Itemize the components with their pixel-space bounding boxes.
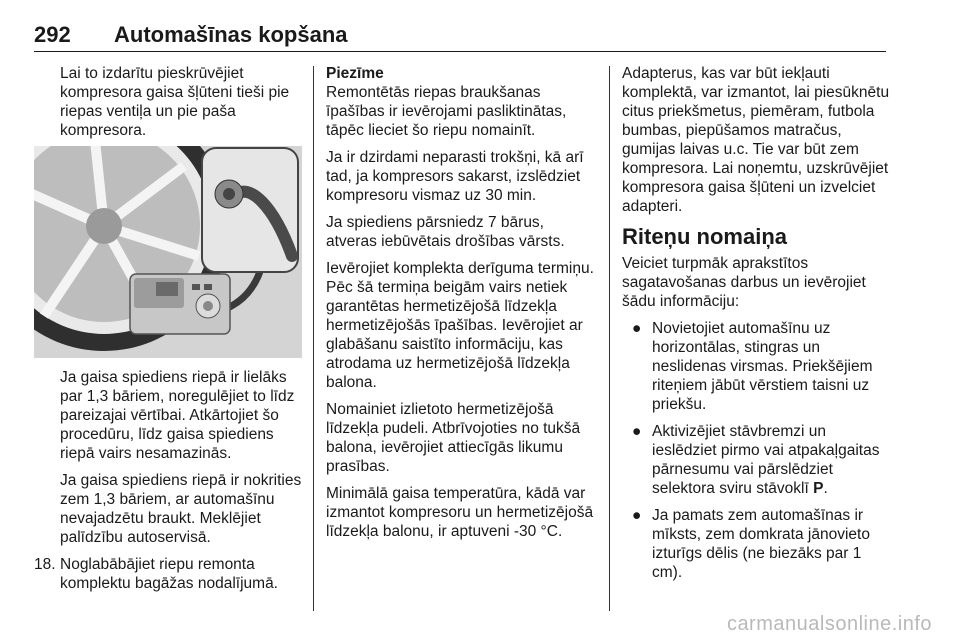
adapters-paragraph: Adapterus, kas var būt iekļauti komplektā, var izmantot, lai piesūknētu citus priekšmetus, piemēram, futbola bumbas, piepūšamos matračus, gumijas laivas u.c. Tie var būt zem kompresora. Lai noņemtu, uzskrūvējiet kompresora gaisa šļūteni un izvelciet adapteri. — [622, 65, 890, 215]
gear-position-p: P — [813, 480, 824, 497]
bullet-icon: ● — [632, 320, 642, 337]
page-header — [34, 22, 886, 52]
column-2 — [326, 64, 594, 549]
noise-paragraph: Ja ir dzirdami neparasti trokšņi, kā arī tad, ja kompresors sakarst, izslēdziet kompresoru vismaz uz 30 min. — [326, 149, 584, 204]
list-item — [622, 422, 890, 498]
replace-bottle-paragraph: Nomainiet izlietoto hermetizējošā līdzekļa pudeli. Atbrīvojoties no tukšā balona, ievērojiet attiecīgās likumu prasības. — [326, 401, 581, 475]
section-heading: Riteņu nomaiņa — [622, 224, 788, 249]
note-title: Piezīme — [326, 65, 384, 82]
tire-compressor-icon — [34, 146, 302, 358]
step-18 — [34, 555, 302, 593]
column-divider — [313, 66, 314, 611]
intro-paragraph: Lai to izdarītu pieskrūvējiet kompresora gaisa šļūteni tieši pie riepas ventiļa un pie paša kompresora. — [60, 65, 290, 139]
column-1 — [34, 64, 302, 593]
bullet-text: Ja pamats zem automašīnas ir mīksts, zem domkrata jānovieto izturīgs dēlis (ne biezāks par 1 cm). — [652, 507, 870, 581]
expiry-paragraph: Ievērojiet komplekta derīguma termiņu. Pēc šā termiņa beigām vairs netiek garantētas hermetizējošā līdzekļa hermetizējošās īpašības. Ievērojiet ar glabāšanu saistīto informāciju, kas atrodama uz hermetizējošā līdzekļa balona. — [326, 260, 594, 391]
bullet-text-part: Aktivizējiet stāvbremzi un ieslēdziet pirmo vai atpakaļgaitas pārnesumu vai pārslēdziet selektora sviru stāvoklī — [652, 423, 880, 497]
step-text: Noglabābājiet riepu remonta komplektu bagāžas nodalījumā. — [60, 556, 278, 592]
list-item — [622, 319, 890, 414]
column-3 — [622, 64, 890, 590]
page-number: 292 — [34, 22, 71, 47]
bullet-icon: ● — [632, 423, 642, 440]
watermark: carmanualsonline.info — [726, 613, 932, 635]
pressure-high-paragraph: Ja gaisa spiediens riepā ir lielāks par 1,3 bāriem, noregulējiet to līdz pareizajai vērtībai. Atkārtojiet šo procedūru, līdz gaisa spiediens riepā vairs nesamazinās. — [60, 369, 295, 462]
temperature-paragraph: Minimālā gaisa temperatūra, kādā var izmantot kompresoru un hermetizējošā līdzekļa balonu, ir aptuveni -30 °C. — [326, 485, 594, 540]
column-divider — [609, 66, 610, 611]
page-title: Automašīnas kopšana — [114, 22, 348, 47]
note-text: Remontētās riepas braukšanas īpašības ir ievērojami pasliktinātas, tāpēc lieciet šo riepu nomainīt. — [326, 84, 567, 139]
list-item — [622, 506, 890, 582]
step-number: 18. — [34, 556, 56, 573]
bullet-icon: ● — [632, 507, 642, 524]
bullet-text — [652, 423, 879, 497]
bullet-text-part: . — [823, 480, 828, 497]
pressure-low-paragraph: Ja gaisa spiediens riepā ir nokrities zem 1,3 bāriem, ar automašīnu nevajadzētu braukt. Meklējiet palīdzību autoservisā. — [60, 472, 302, 546]
bullet-text: Novietojiet automašīnu uz horizontālas, stingras un neslidenas virsmas. Priekšējiem riteņiem jābūt vērstiem taisni uz priekšu. — [652, 320, 873, 413]
safety-valve-paragraph: Ja spiediens pārsniedz 7 bārus, atveras iebūvētais drošības vārsts. — [326, 214, 565, 250]
section-intro: Veiciet turpmāk aprakstītos sagatavošanas darbus un ievērojiet šādu informāciju: — [622, 255, 866, 310]
compressor-illustration — [34, 146, 302, 358]
